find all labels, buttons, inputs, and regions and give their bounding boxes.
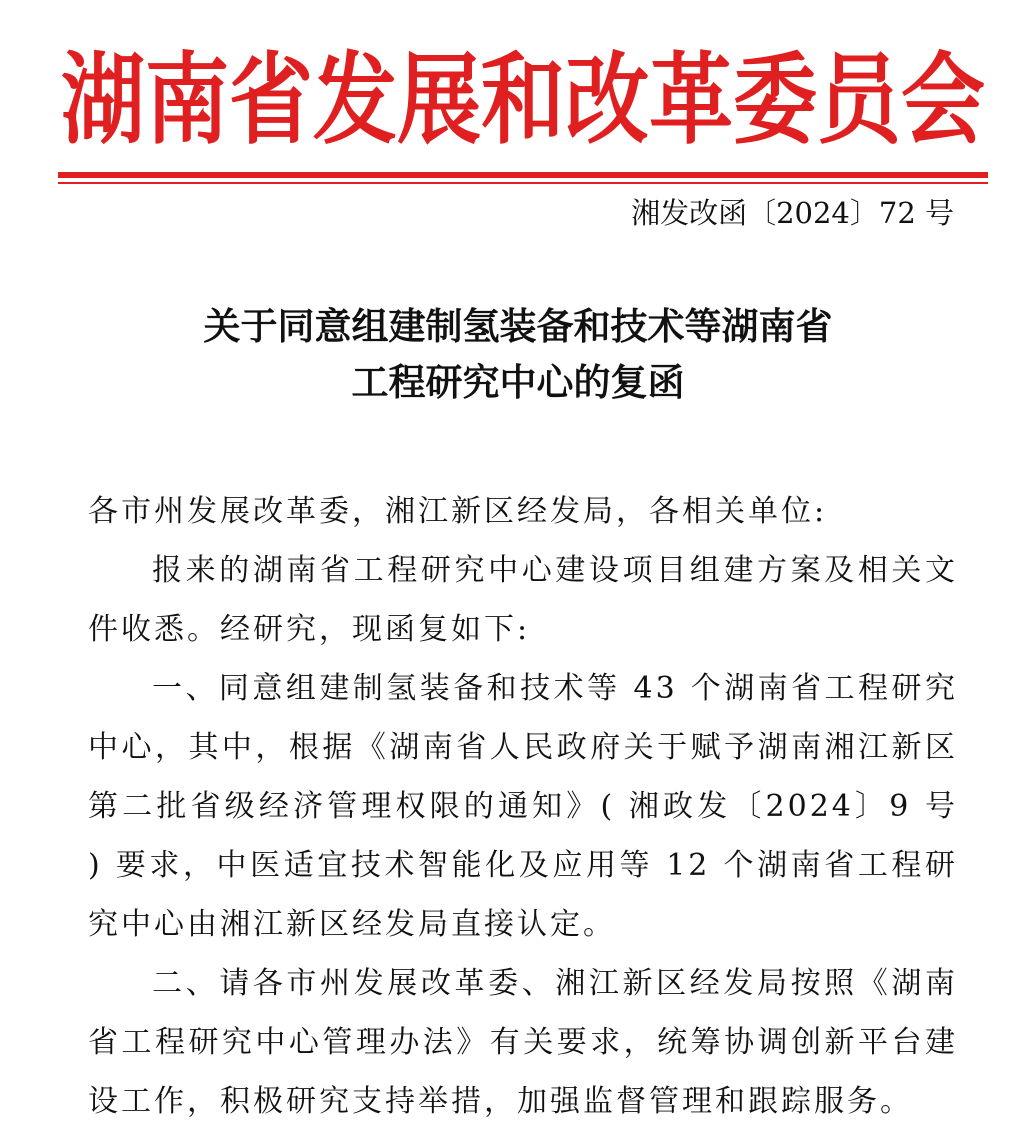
issuing-organization-header: 湖南省发展和改革委员会 xyxy=(60,42,985,158)
paragraph-item-one: 一、同意组建制氢装备和技术等 43 个湖南省工程研究中心，其中，根据《湖南省人民政府关于赋予湖南湘江新区第二批省级经济管理权限的通知》( 湘政发〔2024〕9 号 ) 要求，中医适宜技术智能化及应用等 12 个湖南省工程研究中心由湘江新区经发局直接认定。 xyxy=(88,671,958,942)
document-title xyxy=(60,298,976,410)
paragraph-receipt: 报来的湖南省工程研究中心建设项目组建方案及相关文件收悉。经研究，现函复如下: xyxy=(88,553,958,647)
document-body xyxy=(88,482,958,1131)
title-line-2: 工程研究中心的复函 xyxy=(351,360,685,404)
document-number: 湘发改函〔2024〕72 号 xyxy=(631,196,954,230)
paragraph-item-two: 二、请各市州发展改革委、湘江新区经发局按照《湖南省工程研究中心管理办法》有关要求，统筹协调创新平台建设工作，积极研究支持举措，加强监督管理和跟踪服务。 xyxy=(88,966,958,1119)
red-separator-thin xyxy=(58,182,988,184)
red-separator-thick xyxy=(58,172,988,178)
salutation: 各市州发展改革委，湘江新区经发局，各相关单位: xyxy=(88,494,828,529)
title-line-1: 关于同意组建制氢装备和技术等湖南省 xyxy=(203,304,833,348)
